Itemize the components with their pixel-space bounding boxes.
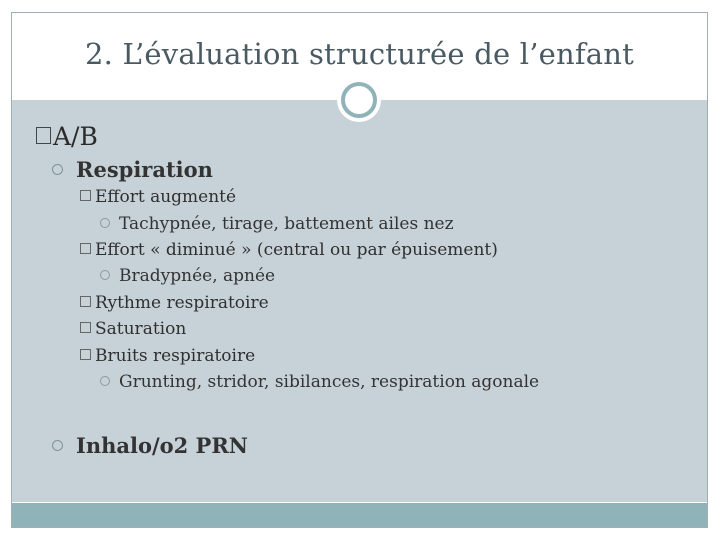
list-item: Bradypnée, apnée [100,266,275,286]
square-bullet-icon [80,349,91,360]
square-bullet-icon [80,296,91,307]
footer-bar [12,503,707,527]
list-item: Rythme respiratoire [80,293,269,313]
square-bullet-icon [36,127,51,144]
list-item: Effort « diminué » (central ou par épuisement) [80,240,498,260]
ring-bullet-icon [52,440,63,451]
list-item: Grunting, stridor, sibilances, respiration agonale [100,372,539,392]
list-item: Saturation [80,319,186,339]
heading-ab: A/B [36,122,98,151]
ring-bullet-icon [100,376,110,386]
list-item: Bruits respiratoire [80,346,255,366]
slide-title: 2. L’évaluation structurée de l’enfant [84,37,635,71]
list-item: Effort augmenté [80,187,236,207]
square-bullet-icon [80,243,91,254]
list-item: Tachypnée, tirage, battement ailes nez [100,214,454,234]
square-bullet-icon [80,190,91,201]
ring-bullet-icon [100,270,110,280]
ring-bullet-icon [52,164,63,175]
section-respiration: Respiration [52,157,213,182]
circle-ring-icon [341,82,377,118]
square-bullet-icon [80,322,91,333]
section-inhalo: Inhalo/o2 PRN [52,433,248,458]
ring-bullet-icon [100,218,110,228]
